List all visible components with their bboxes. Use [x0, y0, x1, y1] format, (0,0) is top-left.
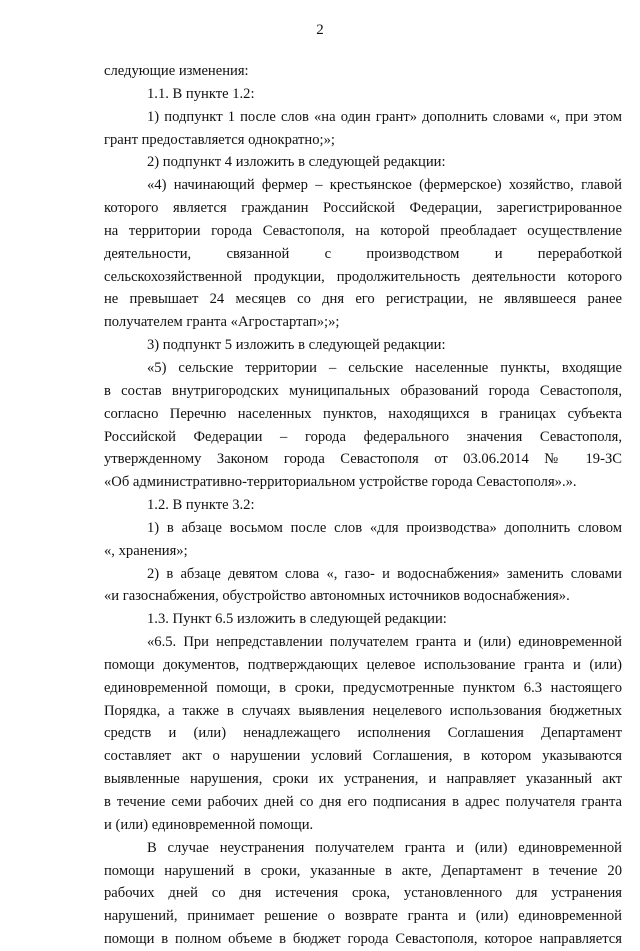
- text-line: В случае неустранения получателем гранта и (или) единовременной: [147, 839, 622, 856]
- text-line: рабочих дней со дня истечения срока, установленного для устранения: [104, 885, 622, 902]
- text-line: сельскохозяйственной продукции, продолжительность деятельности которого: [104, 268, 622, 285]
- text-line: на территории города Севастополя, на которой преобладает осуществление: [104, 222, 622, 239]
- text-line: «5) сельские территории – сельские населенные пункты, входящие: [147, 359, 622, 376]
- text-line: 1) в абзаце восьмом после слов «для производства» дополнить словом: [147, 519, 622, 536]
- text-line: 2) подпункт 4 изложить в следующей редакции:: [147, 154, 446, 171]
- text-line: 1) подпункт 1 после слов «на один грант» дополнить словами «, при этом: [147, 108, 622, 125]
- text-line: единовременной помощи, в сроки, предусмотренные пунктом 6.3 настоящего: [104, 679, 622, 696]
- text-line: которого является гражданин Российской Федерации, зарегистрированное: [104, 200, 622, 217]
- text-line: в течение семи рабочих дней со дня его подписания в адрес получателя гранта: [104, 794, 622, 810]
- text-line: нарушений, принимает решение о возврате гранта и (или) единовременной: [104, 908, 622, 925]
- text-line: и (или) единовременной помощи.: [104, 816, 314, 833]
- text-line: «4) начинающий фермер – крестьянское (фермерское) хозяйство, главой: [147, 177, 622, 194]
- text-line: «, хранения»;: [104, 542, 188, 559]
- text-line: согласно Перечню населенных пунктов, находящихся в границах субъекта: [104, 405, 622, 422]
- text-line: «Об административно-территориальном устройстве города Севастополя».».: [104, 474, 577, 491]
- text-line: получателем гранта «Агростартап»;»;: [104, 314, 340, 331]
- text-line: помощи в полном объеме в бюджет города Севастополя, которое направляется: [104, 931, 622, 948]
- text-line: грант предоставляется однократно;»;: [104, 131, 335, 148]
- text-line: средств и (или) ненадлежащего исполнения Соглашения Департамент: [104, 725, 622, 742]
- text-line: 3) подпункт 5 изложить в следующей редакции:: [147, 337, 446, 354]
- text-line: помощи документов, подтверждающих целевое использование гранта и (или): [104, 656, 622, 673]
- page-number: 2: [316, 22, 324, 38]
- document-body: [104, 60, 622, 951]
- text-line: утвержденному Законом города Севастополя от 03.06.2014 № 19-ЗС: [104, 451, 622, 468]
- text-line: следующие изменения:: [104, 63, 249, 79]
- text-line: не превышает 24 месяцев со дня его регистрации, не являвшееся ранее: [104, 291, 622, 308]
- text-line: 1.2. В пункте 3.2:: [147, 497, 255, 514]
- text-line: Порядка, а также в случаях выявления нецелевого использования бюджетных: [104, 702, 622, 719]
- text-line: составляет акт о нарушении условий Соглашения, в котором указываются: [104, 748, 622, 765]
- text-line: Российской Федерации – города федерального значения Севастополя,: [104, 428, 622, 445]
- text-line: 1.3. Пункт 6.5 изложить в следующей редакции:: [147, 611, 447, 628]
- text-line: деятельности, связанной с производством и переработкой: [104, 245, 622, 262]
- text-line: 1.1. В пункте 1.2:: [147, 85, 255, 102]
- text-line: выявленные нарушения, сроки их устранения, и направляет указанный акт: [104, 771, 622, 788]
- text-line: 2) в абзаце девятом слова «, газо- и водоснабжения» заменить словами: [147, 565, 622, 582]
- text-line: «и газоснабжения, обустройство автономных источников водоснабжения».: [104, 588, 570, 605]
- text-line: помощи нарушений в сроки, указанные в акте, Департамент в течение 20: [104, 862, 622, 879]
- text-line: «6.5. При непредставлении получателем гранта и (или) единовременной: [147, 634, 622, 651]
- text-line: в состав внутригородских муниципальных образований города Севастополя,: [104, 382, 622, 399]
